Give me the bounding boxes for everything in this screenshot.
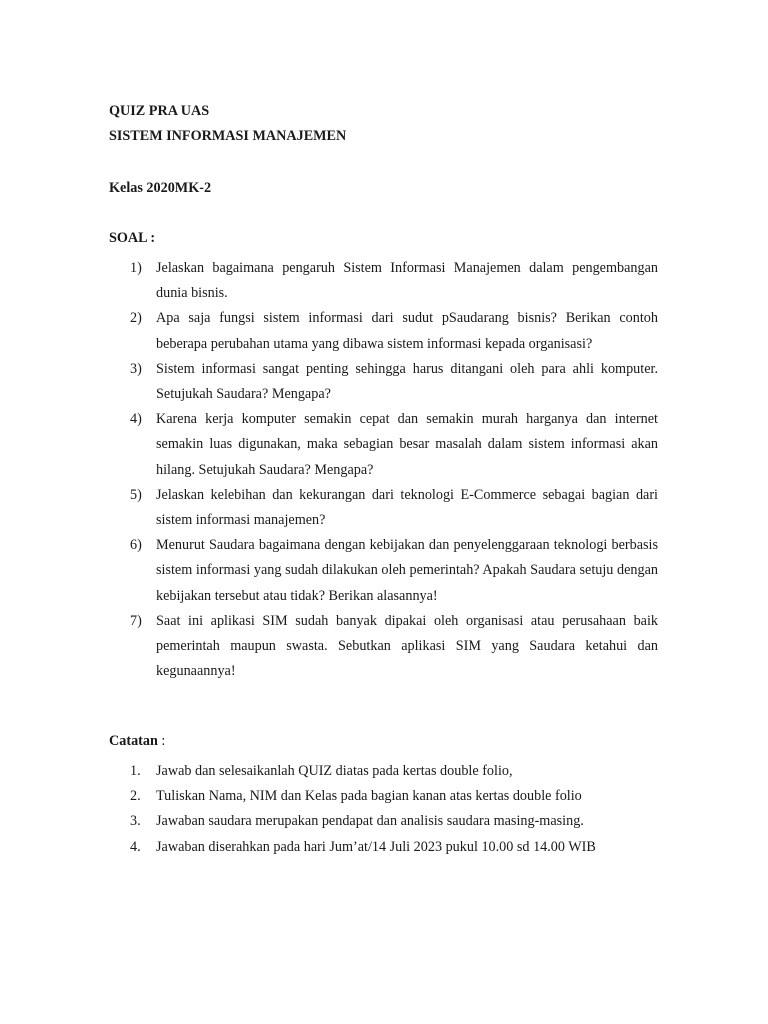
note-number: 1. [130, 763, 141, 779]
note-item [130, 809, 670, 834]
question-number: 4) [130, 411, 142, 428]
question-text: Sistem informasi sangat penting sehingga harus ditangani oleh para ahli komputer. Setujukah Saudara? Mengapa? [156, 360, 658, 403]
question-text: Saat ini aplikasi SIM sudah banyak dipakai oleh organisasi atau perusahaan baik pemerintah maupun swasta. Sebutkan aplikasi SIM yang Saudara ketahui dan kegunaannya! [156, 612, 658, 680]
note-item [130, 784, 670, 809]
question-item [130, 609, 658, 685]
notes-heading [109, 734, 165, 748]
question-text: Jelaskan kelebihan dan kekurangan dari teknologi E-Commerce sebagai bagian dari sistem informasi manajemen? [156, 486, 658, 529]
question-number: 7) [130, 612, 142, 629]
question-number: 1) [130, 260, 142, 276]
question-number: 6) [130, 537, 142, 554]
document-subtitle: SISTEM INFORMASI MANAJEMEN [109, 128, 347, 144]
questions-list [130, 256, 658, 684]
question-text: Karena kerja komputer semakin cepat dan semakin murah harganya dan internet semakin luas digunakan, maka sebagian besar masalah dalam sistem informasi akan hilang. Setujukah Saudara? Mengapa? [156, 411, 658, 478]
document-title: QUIZ PRA UAS [109, 103, 210, 119]
question-text: Jelaskan bagaimana pengaruh Sistem Informasi Manajemen dalam pengembangan dunia bisnis. [156, 260, 658, 302]
question-item [130, 256, 658, 306]
note-text: Jawaban saudara merupakan pendapat dan analisis saudara masing-masing. [156, 813, 584, 830]
question-number: 5) [130, 486, 142, 503]
question-number: 3) [130, 360, 142, 377]
note-number: 4. [130, 838, 141, 855]
question-text: Apa saja fungsi sistem informasi dari sudut pSaudarang bisnis? Berikan contoh beberapa perubahan utama yang dibawa sistem informasi kepada organisasi? [156, 310, 658, 352]
question-item [130, 357, 658, 407]
notes-heading-label: Catatan [109, 733, 158, 749]
question-number: 2) [130, 310, 142, 327]
notes-list [130, 759, 670, 860]
notes-heading-colon: : [157, 733, 166, 749]
question-text: Menurut Saudara bagaimana dengan kebijakan dan penyelenggaraan teknologi berbasis sistem informasi yang sudah dilakukan oleh pemerintah? Apakah Saudara setuju dengan kebijakan tersebut atau tidak? Berikan alasannya! [156, 537, 658, 604]
question-item [130, 483, 658, 533]
question-item [130, 407, 658, 483]
note-number: 2. [130, 788, 141, 805]
note-item [130, 759, 670, 784]
class-label: Kelas 2020MK-2 [109, 180, 212, 196]
note-text: Tuliskan Nama, NIM dan Kelas pada bagian kanan atas kertas double folio [156, 788, 582, 805]
question-item [130, 533, 658, 609]
question-item [130, 306, 658, 356]
questions-heading: SOAL : [109, 230, 156, 246]
note-number: 3. [130, 813, 141, 830]
note-item [130, 835, 670, 860]
note-text: Jawaban diserahkan pada hari Jum’at/14 Juli 2023 pukul 10.00 sd 14.00 WIB [156, 838, 596, 855]
note-text: Jawab dan selesaikanlah QUIZ diatas pada kertas double folio, [156, 763, 513, 779]
